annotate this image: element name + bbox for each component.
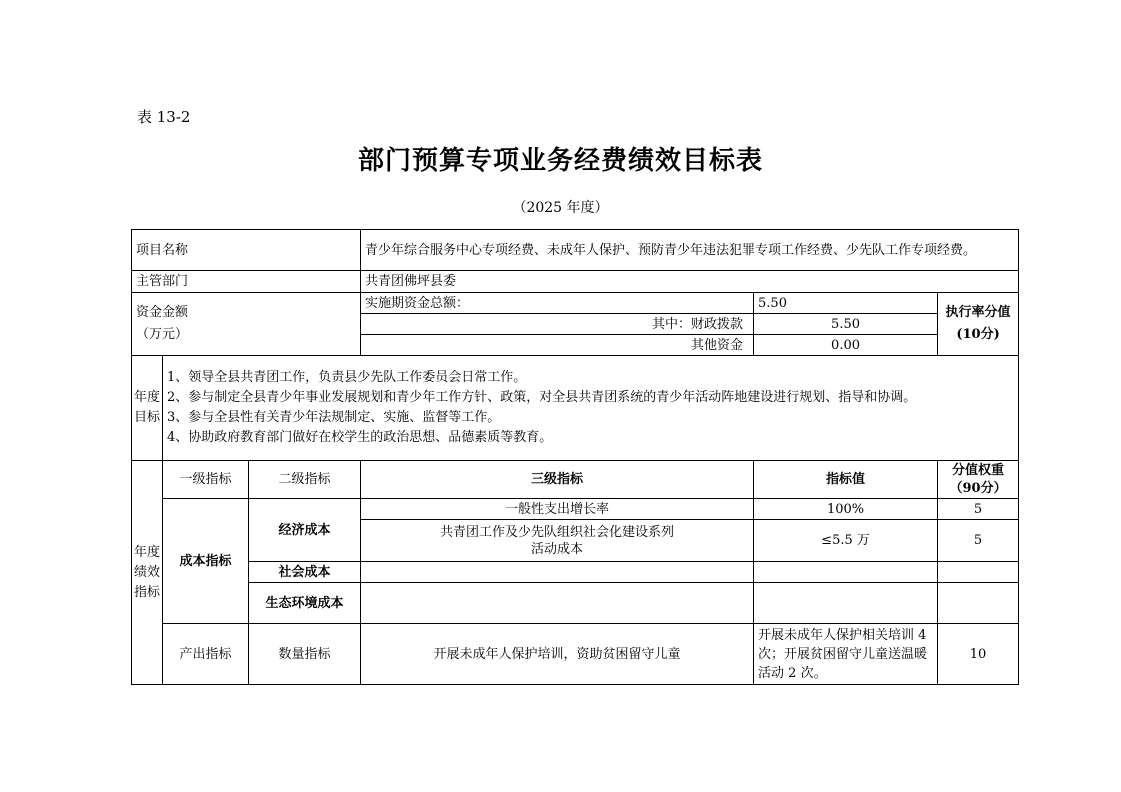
annual-goals-label: 年度目标 [132,356,163,461]
output-indicator-label: 产出指标 [163,624,249,685]
annual-goal-item: 2、参与制定全县青少年事业发展规划和青少年工作方针、政策，对全县共青团系统的青少年活动阵地建设进行规划、指导和协调。 [167,390,917,405]
quantity-indicator-label: 数量指标 [249,624,361,685]
execution-rate-label: 执行率分值(10分) [938,293,1019,356]
social-cost-value [754,562,938,583]
activity-cost-weight: 5 [938,520,1019,562]
funds-total-label: 实施期资金总额： [361,293,754,314]
table-row [132,499,1019,520]
funds-fiscal-label: 其中：财政拨款 [361,314,754,335]
social-cost-weight [938,562,1019,583]
table-row [132,624,1019,685]
social-cost-indicator [361,562,754,583]
quantity-indicator-value: 开展未成年人保护相关培训 4 次；开展贫困留守儿童送温暖活动 2 次。 [754,624,938,685]
eco-cost-label: 生态环境成本 [249,583,361,624]
department-row [132,271,1019,293]
growth-rate-indicator: 一般性支出增长率 [361,499,754,520]
header-level3: 三级指标 [361,461,754,499]
header-weight [938,461,1019,499]
social-cost-label: 社会成本 [249,562,361,583]
growth-rate-value: 100% [754,499,938,520]
project-name-label: 项目名称 [132,230,361,271]
activity-cost-line2: 活动成本 [531,541,584,557]
table-row [132,583,1019,624]
department-label: 主管部门 [132,271,361,293]
activity-cost-line1: 共青团工作及少先队组织社会化建设系列 [440,524,675,540]
table-number: 表 13-2 [137,108,191,126]
eco-cost-value [754,583,938,624]
fiscal-year: （2025 年度） [512,200,609,216]
cost-indicator-label: 成本指标 [163,499,249,624]
growth-rate-weight: 5 [938,499,1019,520]
header-value: 指标值 [754,461,938,499]
annual-goal-item: 1、领导全县共青团工作，负责县少先队工作委员会日常工作。 [167,370,527,385]
indicators-header-row [132,461,1019,499]
page-title: 部门预算专项业务经费绩效目标表 [357,146,763,176]
header-weight-line2: （90分） [949,480,1007,496]
header-weight-line1: 分值权重 [952,462,1005,478]
performance-target-table [131,229,1019,685]
indicators-label: 年度绩效指标 [132,461,163,685]
funds-other-value: 0.00 [754,335,938,356]
department-value: 共青团佛坪县委 [361,271,1019,293]
annual-goals-content [163,356,1019,461]
quantity-indicator-name: 开展未成年人保护培训，资助贫困留守儿童 [361,624,754,685]
annual-goal-item: 3、参与全县性有关青少年法规制定、实施、监督等工作。 [167,410,501,425]
funds-fiscal-value: 5.50 [754,314,938,335]
header-level1: 一级指标 [163,461,249,499]
funds-label-line1: 资金金额 [136,305,189,320]
quantity-indicator-weight: 10 [938,624,1019,685]
annual-goals-row [132,356,1019,461]
eco-cost-indicator [361,583,754,624]
funds-label-line2: （万元） [136,327,189,342]
economic-cost-label: 经济成本 [249,499,361,562]
header-level2: 二级指标 [249,461,361,499]
activity-cost-indicator [361,520,754,562]
funds-total-row [132,293,1019,314]
funds-label [132,293,361,356]
funds-other-label: 其他资金 [361,335,754,356]
project-name-value: 青少年综合服务中心专项经费、未成年人保护、预防青少年违法犯罪专项工作经费、少先队工作专项经费。 [361,230,1019,271]
eco-cost-weight [938,583,1019,624]
project-name-row [132,230,1019,271]
annual-goal-item: 4、协助政府教育部门做好在校学生的政治思想、品德素质等教育。 [167,430,553,445]
activity-cost-value: ≤5.5 万 [754,520,938,562]
table-row [132,562,1019,583]
funds-total-value: 5.50 [754,293,938,314]
